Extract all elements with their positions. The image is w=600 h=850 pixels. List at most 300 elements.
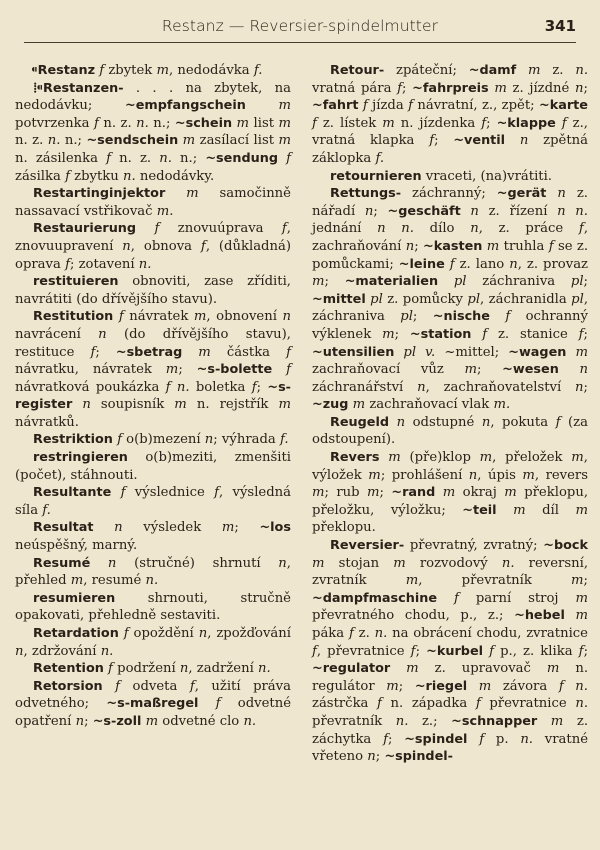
- grammar-label: m: [221, 520, 235, 536]
- headword: ~klappe: [496, 115, 556, 131]
- dictionary-entry: [15, 431, 291, 449]
- grammar-label: m: [232, 115, 254, 131]
- definition-text: truhla: [503, 238, 549, 254]
- headword: ~zug: [312, 397, 349, 413]
- grammar-label: n: [505, 133, 544, 149]
- grammar-label: f: [383, 731, 388, 747]
- definition-text: převratnice: [489, 696, 576, 712]
- definition-text: n. zásilenka: [15, 150, 107, 166]
- definition-text: zpáteční;: [384, 63, 469, 78]
- definition-text: ; prohlášení: [380, 467, 469, 483]
- definition-text: překlopu, přeložku, výložku;: [312, 485, 589, 518]
- grammar-label: n.: [243, 713, 257, 729]
- grammar-label: m: [386, 678, 399, 694]
- headword: ~wagen: [508, 344, 567, 360]
- grammar-label: m: [488, 80, 513, 96]
- grammar-label: m: [537, 713, 577, 729]
- grammar-label: f: [312, 643, 317, 659]
- grammar-label: n: [204, 432, 214, 448]
- dictionary-entry: [312, 62, 588, 168]
- definition-text: vraceti, (na)vrátiti.: [421, 168, 552, 184]
- definition-text: odvetné opatření: [15, 696, 291, 729]
- definition-text: n. západka: [390, 696, 476, 712]
- dictionary-entry: [15, 660, 291, 678]
- grammar-label: f: [555, 115, 573, 131]
- grammar-label: m: [165, 186, 220, 202]
- grammar-label: f: [118, 626, 134, 641]
- grammar-label: n: [364, 203, 374, 219]
- grammar-label: m: [464, 362, 478, 378]
- definition-text: (za odstoupení).: [312, 414, 588, 448]
- definition-text: ochranný výklenek: [312, 309, 588, 342]
- dictionary-entry: [15, 555, 291, 590]
- headword: ~nische: [432, 309, 490, 325]
- grammar-label: f: [214, 485, 220, 501]
- headword: Restriktion: [33, 432, 113, 448]
- grammar-label: pl: [365, 291, 388, 307]
- headword: Retention: [33, 661, 104, 677]
- grammar-label: n: [278, 555, 287, 571]
- grammar-label: pl v.: [394, 344, 436, 360]
- entry-marker: ⁌: [31, 63, 37, 78]
- headword: ~materialien: [344, 274, 439, 290]
- headword: ~fahrpreis: [412, 80, 489, 96]
- grammar-label: n.: [136, 115, 149, 131]
- grammar-label: f: [103, 661, 118, 677]
- definition-text: , zdržování: [23, 643, 101, 659]
- headword: ~bock: [543, 538, 588, 554]
- definition-text: ;: [477, 362, 503, 378]
- dictionary-entry: [312, 537, 588, 766]
- grammar-label: m: [575, 590, 588, 606]
- definition-text: převratný, zvratný;: [404, 538, 544, 554]
- grammar-label: f: [471, 326, 498, 342]
- headword: ~regulator: [312, 661, 391, 677]
- grammar-label: n n.: [377, 221, 414, 237]
- headword: ~sendschein: [86, 133, 179, 149]
- grammar-label: f: [358, 98, 373, 114]
- definition-text: překlopu.: [312, 520, 376, 536]
- grammar-label: m: [482, 238, 504, 254]
- dictionary-entry: [15, 308, 291, 431]
- dictionary-entry: [15, 484, 291, 519]
- definition-text: list: [253, 115, 279, 131]
- definition-text: ;: [583, 573, 588, 589]
- grammar-label: f: [94, 115, 104, 131]
- headword: ~s-maßregel: [106, 696, 199, 712]
- grammar-label: m: [367, 485, 380, 501]
- dictionary-entry: [15, 62, 291, 80]
- definition-text: , přehled: [15, 555, 291, 589]
- definition-text: ;: [379, 485, 392, 501]
- grammar-label: m: [564, 608, 588, 624]
- grammar-label: m: [479, 450, 493, 466]
- headword: Reversier-: [330, 538, 405, 554]
- dictionary-entry: [312, 449, 588, 537]
- definition-text: navrácení: [15, 326, 99, 342]
- headword: ~s-bolette: [196, 362, 273, 378]
- grammar-label: pl: [571, 291, 584, 307]
- grammar-label: m: [278, 133, 292, 149]
- grammar-label: m: [382, 326, 395, 342]
- grammar-label: f: [483, 643, 501, 659]
- dictionary-entry: [15, 449, 291, 484]
- definition-text: odstupné: [412, 414, 482, 430]
- definition-text: návratek: [129, 309, 194, 325]
- definition-text: (do dřívějšího stavu), restituce: [15, 326, 291, 360]
- headword: Revers: [330, 450, 380, 466]
- definition-text: ;: [234, 520, 260, 536]
- definition-text: ;: [486, 115, 497, 131]
- headword: ~kasten: [423, 238, 483, 254]
- headword: Rettungs-: [330, 186, 402, 202]
- definition-text: n. z.: [15, 133, 48, 149]
- headword: Resultante: [33, 485, 112, 501]
- grammar-label: pl: [400, 309, 413, 325]
- dictionary-entry: [15, 80, 291, 186]
- grammar-label: f: [578, 643, 584, 659]
- grammar-label: f: [65, 168, 75, 184]
- headword: ~damf: [468, 63, 517, 78]
- definition-text: ;: [95, 344, 116, 360]
- headword: ~s-zoll: [92, 713, 142, 729]
- definition-text: soupisník: [100, 397, 175, 413]
- definition-text: částka: [226, 344, 287, 360]
- grammar-label: f: [429, 133, 435, 149]
- grammar-label: m: [393, 555, 420, 571]
- headword: ~empfangschein: [125, 98, 246, 114]
- dictionary-entry: [15, 625, 291, 660]
- definition-text: z. lístek: [322, 115, 383, 131]
- grammar-label: n: [198, 626, 208, 641]
- grammar-label: m: [245, 98, 291, 114]
- grammar-label: m: [278, 115, 291, 131]
- grammar-label: f: [555, 414, 569, 430]
- grammar-label: f: [200, 238, 206, 254]
- grammar-label: n: [98, 326, 124, 342]
- grammar-label: m: [504, 485, 525, 501]
- definition-text: , převratník: [418, 573, 572, 589]
- grammar-label: f: [312, 115, 323, 131]
- headword: ~karte: [539, 98, 588, 114]
- headword: retournieren: [330, 168, 422, 184]
- headword: ~geschäft: [387, 203, 461, 219]
- grammar-label: n.: [501, 555, 515, 571]
- grammar-label: n: [282, 309, 291, 325]
- definition-text: na obrácení chodu, zvratnice: [387, 626, 588, 641]
- grammar-label: m.: [493, 397, 511, 413]
- grammar-label: f: [106, 150, 120, 166]
- definition-text: (pře)klop: [409, 450, 480, 466]
- grammar-label: n: [417, 379, 426, 395]
- headword: ~los: [259, 520, 291, 536]
- definition-text: zbytek: [108, 63, 157, 78]
- definition-text: ; výhrada: [213, 432, 280, 448]
- definition-text: vratná pára: [312, 80, 398, 96]
- headword: ~fahrt: [312, 98, 359, 114]
- grammar-label: f: [437, 590, 476, 606]
- grammar-label: n: [405, 238, 415, 254]
- definition-text: zbytku: [74, 168, 123, 184]
- definition-text: z. nářadí: [312, 186, 588, 219]
- grammar-label: m: [156, 63, 169, 78]
- grammar-label: f: [377, 696, 391, 712]
- grammar-label: m: [467, 678, 503, 694]
- definition-text: neúspěšný, marný.: [15, 538, 138, 554]
- grammar-label: f: [548, 238, 558, 254]
- definition-text: , z. provaz: [517, 256, 589, 272]
- right-column: [312, 62, 588, 766]
- definition-text: převratného chodu, p., z.;: [312, 608, 515, 624]
- headword: restringieren: [33, 450, 128, 466]
- definition-text: o(b)meziti, zmenšiti (počet), stáhnouti.: [15, 450, 291, 483]
- definition-text: z. stanice: [497, 326, 579, 342]
- grammar-label: m: [178, 133, 200, 149]
- definition-text: se z. pomůckami;: [312, 238, 589, 272]
- grammar-label: m: [382, 115, 401, 131]
- definition-text: díl: [542, 502, 576, 518]
- definition-text: zachraňovací vlak: [369, 397, 494, 413]
- definition-text: ; zotavení: [69, 256, 139, 272]
- grammar-label: n.: [159, 150, 172, 166]
- headword: ~rand: [391, 485, 436, 501]
- grammar-label: m: [182, 344, 227, 360]
- grammar-label: n: [470, 221, 479, 237]
- grammar-label: n: [460, 203, 489, 219]
- definition-text: odvetné clo: [162, 713, 244, 729]
- headword: Resultat: [33, 520, 94, 536]
- grammar-label: n.: [374, 626, 388, 641]
- grammar-label: f.: [253, 63, 263, 78]
- headword: Restanz: [37, 63, 96, 78]
- headword: Restaurierung: [33, 221, 137, 237]
- running-title: Restanz — Reversier-spindelmutter: [161, 17, 439, 35]
- definition-text: zásilka: [15, 168, 66, 184]
- grammar-label: n: [546, 186, 577, 202]
- headword: ~ventil: [453, 133, 506, 149]
- definition-text: záchraniva: [482, 274, 571, 290]
- definition-text: , pokuta: [490, 414, 556, 430]
- grammar-label: n: [389, 414, 413, 430]
- grammar-label: f: [278, 150, 292, 166]
- definition-text: o(b)mezení: [126, 432, 205, 448]
- grammar-label: f: [102, 678, 133, 694]
- definition-text: boletka: [189, 379, 252, 395]
- definition-text: z. řízení: [488, 203, 558, 219]
- definition-text: návratků.: [15, 414, 79, 430]
- definition-text: ;: [178, 362, 197, 378]
- grammar-label: m: [496, 502, 543, 518]
- definition-text: , převratnice: [316, 643, 411, 659]
- headword: ~leine: [398, 256, 445, 272]
- headword: ~hebel: [514, 608, 565, 624]
- grammar-label: f n.: [165, 379, 190, 395]
- headword: ~teil: [462, 502, 497, 518]
- definition-text: , užití práva odvetného;: [15, 678, 291, 712]
- definition-text: ;: [583, 274, 588, 290]
- headword: restituieren: [33, 274, 119, 290]
- grammar-label: m: [566, 344, 588, 360]
- grammar-label: m: [379, 450, 410, 466]
- grammar-label: n: [468, 467, 478, 483]
- definition-text: , znovuupravení: [15, 221, 291, 254]
- definition-text: z.: [552, 63, 576, 78]
- grammar-label: m: [193, 309, 207, 325]
- definition-text: , zachraňovatelství: [425, 379, 576, 395]
- left-column: [15, 62, 291, 731]
- grammar-label: f: [481, 115, 487, 131]
- definition-text: potvrzenka: [15, 115, 94, 131]
- dictionary-entry: [15, 273, 291, 308]
- headword: ~wesen: [502, 362, 559, 378]
- grammar-label: n: [15, 643, 24, 659]
- definition-text: zástrčka: [312, 696, 378, 712]
- grammar-label: pl: [570, 274, 584, 290]
- grammar-label: m: [165, 362, 179, 378]
- grammar-label: m: [435, 485, 463, 501]
- definition-text: nedodávky.: [135, 168, 215, 184]
- definition-text: , záchraniva: [312, 291, 589, 325]
- definition-text: , výsledná síla: [15, 485, 292, 518]
- dictionary-entry: [15, 220, 291, 273]
- grammar-label: m: [312, 485, 325, 501]
- grammar-label: f: [410, 643, 416, 659]
- definition-text: p.: [495, 731, 521, 747]
- headword: ~kurbel: [426, 643, 484, 659]
- grammar-label: n.: [258, 661, 271, 677]
- definition-text: zasílací list: [199, 133, 279, 149]
- definition-text: výsledek: [143, 520, 222, 536]
- headword: Retorsion: [33, 678, 103, 694]
- definition-text: , zadržení: [188, 661, 259, 677]
- definition-text: stojan: [338, 555, 394, 571]
- headword: resumieren: [33, 590, 116, 606]
- definition-text: odveta: [132, 678, 190, 694]
- grammar-label: m: [390, 661, 435, 677]
- definition-text: znovuúprava: [177, 221, 282, 237]
- definition-text: z. lano: [459, 256, 510, 272]
- headword: ~sbetrag: [115, 344, 183, 360]
- grammar-label: m: [546, 661, 576, 677]
- definition-text: ;: [394, 326, 410, 342]
- definition-text: ;: [324, 274, 345, 290]
- headword: ~s-register: [15, 379, 291, 413]
- headword: Restitution: [33, 309, 114, 325]
- definition-text: ;: [583, 326, 588, 342]
- definition-text: , úpis: [477, 467, 523, 483]
- entry-marker: ⁞⁌: [33, 80, 42, 96]
- definition-text: ;: [387, 731, 405, 747]
- grammar-label: pl: [467, 291, 481, 307]
- headword: ~spindel: [404, 731, 468, 747]
- definition-text: ;: [583, 379, 588, 395]
- definition-text: výslednice: [134, 485, 215, 501]
- grammar-label: n: [509, 256, 518, 272]
- grammar-label: n: [93, 520, 144, 536]
- definition-text: n.;: [60, 133, 87, 149]
- definition-text: zpětná záklopka: [312, 133, 588, 166]
- dictionary-entry: [15, 678, 291, 731]
- definition-text: n. jízdenka: [400, 115, 482, 131]
- grammar-label: n: [558, 362, 589, 378]
- definition-text: závora: [502, 678, 559, 694]
- definition-text: vratné vřeteno: [312, 731, 588, 765]
- definition-text: n.;: [171, 150, 206, 166]
- definition-text: z., vratná klapka: [312, 115, 589, 149]
- grammar-label: f: [348, 626, 359, 641]
- headword: ~station: [409, 326, 472, 342]
- grammar-label: f.: [375, 150, 385, 166]
- definition-text: jízda: [372, 98, 409, 114]
- grammar-label: f: [90, 344, 96, 360]
- definition-text: obnoviti, zase zříditi, navrátiti (do dřívějšího stavu).: [15, 274, 291, 307]
- definition-text: ;: [412, 309, 433, 325]
- definition-text: . . . na zbytek, na nedodávku;: [15, 80, 291, 114]
- headword: Retour-: [330, 63, 385, 78]
- grammar-label: n.: [122, 168, 136, 184]
- headword: ~riegel: [414, 678, 468, 694]
- definition-text: n. regulátor: [312, 661, 589, 694]
- definition-text: návratku, návratek: [15, 362, 166, 378]
- headword: ~schein: [174, 115, 233, 131]
- definition-text: z.;: [408, 713, 452, 729]
- page-number: 341: [544, 17, 576, 35]
- definition-text: , zpožďování: [207, 626, 291, 641]
- grammar-label: m: [278, 397, 291, 413]
- definition-text: zachraňovací vůz: [312, 362, 465, 378]
- grammar-label: n: [122, 238, 131, 254]
- headword: ~sendung: [205, 150, 278, 166]
- headword: ~gerät: [496, 186, 547, 202]
- grammar-label: m: [405, 573, 419, 589]
- grammar-label: m: [571, 573, 584, 589]
- grammar-label: n: [90, 555, 135, 571]
- definition-text: návratní, z., zpět;: [417, 98, 539, 114]
- definition-text: ;: [375, 749, 385, 765]
- definition-text: , obnova: [130, 238, 201, 254]
- definition-text: , (důkladná) oprava: [15, 238, 291, 272]
- headword: ~schnapper: [451, 713, 538, 729]
- definition-text: z. upravovač: [434, 661, 547, 677]
- dictionary-entry: [15, 590, 291, 625]
- definition-text: , zachraňování: [312, 221, 589, 254]
- definition-text: ;: [434, 133, 454, 149]
- grammar-label: f: [113, 309, 130, 325]
- definition-text: okraj: [462, 485, 505, 501]
- grammar-label: n.: [575, 696, 589, 712]
- definition-text: samočinně nassavací vstřikovač: [15, 186, 291, 219]
- headword: ~mittel: [312, 291, 366, 307]
- grammar-label: m: [312, 274, 325, 290]
- definition-text: z.: [358, 626, 375, 641]
- grammar-label: f: [112, 432, 127, 448]
- dictionary-entry: [312, 185, 588, 414]
- headword: Resumé: [33, 555, 91, 571]
- definition-text: podržení: [117, 661, 180, 677]
- grammar-label: f.: [280, 432, 289, 448]
- grammar-label: n.: [145, 573, 159, 589]
- grammar-label: f: [189, 678, 195, 694]
- grammar-label: f: [408, 98, 418, 114]
- dictionary-entry: [15, 519, 291, 554]
- definition-text: ;: [583, 643, 589, 659]
- headword: ~utensilien: [312, 344, 395, 360]
- definition-text: , přeložek: [492, 450, 572, 466]
- grammar-label: m.: [156, 203, 174, 219]
- definition-text: opoždění: [133, 626, 199, 641]
- definition-text: , záchranidla: [480, 291, 572, 307]
- definition-text: ;: [256, 379, 268, 395]
